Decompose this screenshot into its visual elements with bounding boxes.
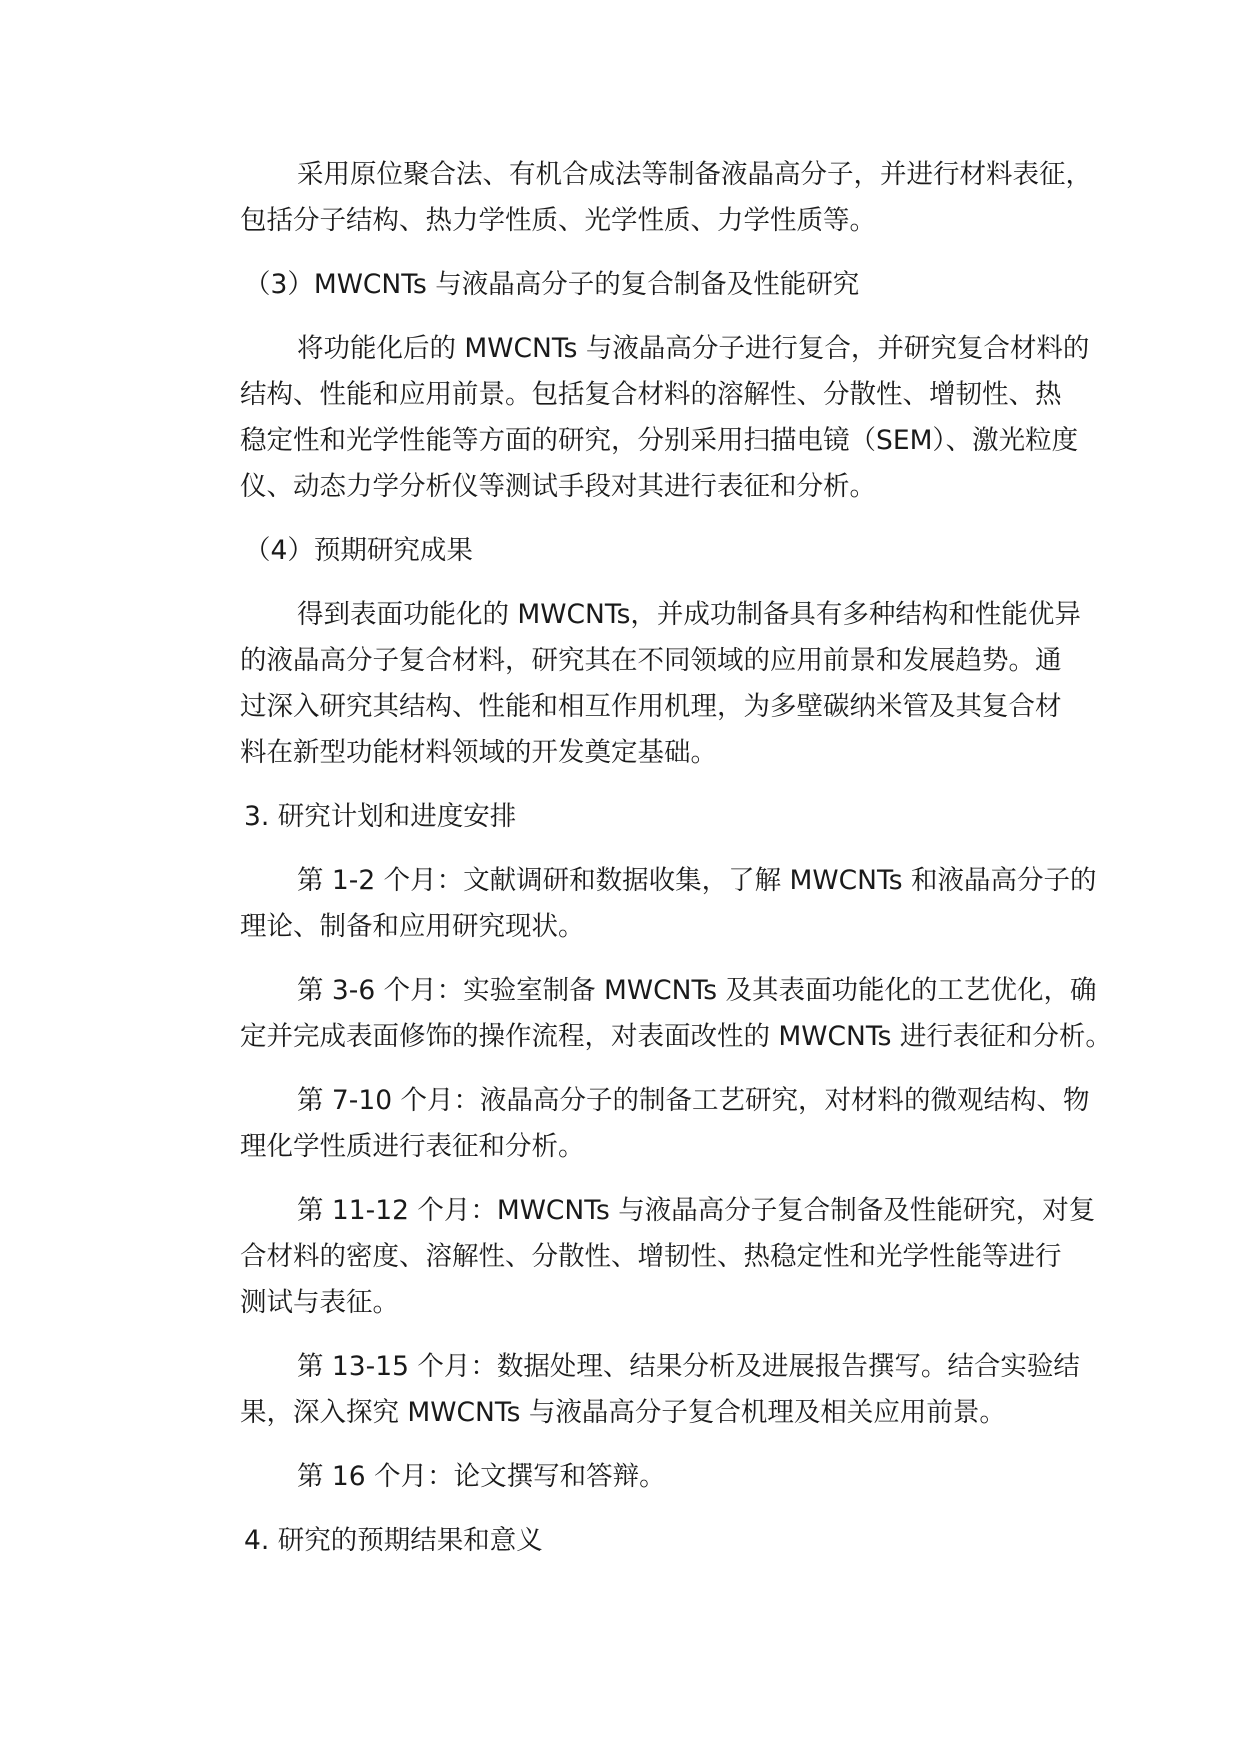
text-line: 理化学性质进行表征和分析。 xyxy=(240,1131,585,1162)
section-heading-4: （4）预期研究成果 xyxy=(244,535,473,566)
text-line: 合材料的密度、溶解性、分散性、增韧性、热稳定性和光学性能等进行 xyxy=(240,1241,1062,1272)
text-line: 料在新型功能材料领域的开发奠定基础。 xyxy=(240,737,717,768)
text-line: 采用原位聚合法、有机合成法等制备液晶高分子，并进行材料表征， xyxy=(297,159,1092,190)
text-line: 稳定性和光学性能等方面的研究，分别采用扫描电镜（SEM）、激光粒度 xyxy=(240,425,1079,456)
paragraph-expected-results xyxy=(187,592,1087,776)
text-line: 测试与表征。 xyxy=(240,1287,399,1318)
paragraph-month-3-6 xyxy=(187,968,1112,1060)
paragraph-liquid-crystal-prep xyxy=(187,152,1092,244)
paragraph-month-7-10 xyxy=(187,1078,1090,1170)
text-line: 第 1-2 个月：文献调研和数据收集，了解 MWCNTs 和液晶高分子的 xyxy=(297,865,1097,896)
text-line: 得到表面功能化的 MWCNTs，并成功制备具有多种结构和性能优异 xyxy=(297,599,1081,630)
text-line: 定并完成表面修饰的操作流程，对表面改性的 MWCNTs 进行表征和分析。 xyxy=(240,1021,1112,1052)
section-heading-research-plan: 3. 研究计划和进度安排 xyxy=(244,801,517,832)
paragraph-month-11-12 xyxy=(187,1188,1096,1326)
text-line: 果，深入探究 MWCNTs 与液晶高分子复合机理及相关应用前景。 xyxy=(240,1397,1006,1428)
paragraph-month-13-15 xyxy=(187,1344,1087,1436)
section-heading-3: （3）MWCNTs 与液晶高分子的复合制备及性能研究 xyxy=(244,269,860,300)
paragraph-month-16 xyxy=(187,1454,1087,1500)
text-line: 第 16 个月：论文撰写和答辩。 xyxy=(297,1461,666,1492)
text-line: 第 7-10 个月：液晶高分子的制备工艺研究，对材料的微观结构、物 xyxy=(297,1085,1090,1116)
text-line: 包括分子结构、热力学性质、光学性质、力学性质等。 xyxy=(240,205,876,236)
text-line: 第 13-15 个月：数据处理、结果分析及进展报告撰写。结合实验结 xyxy=(297,1351,1080,1382)
text-line: 将功能化后的 MWCNTs 与液晶高分子进行复合，并研究复合材料的 xyxy=(297,333,1090,364)
text-line: 仪、动态力学分析仪等测试手段对其进行表征和分析。 xyxy=(240,471,876,502)
text-line: 第 11-12 个月：MWCNTs 与液晶高分子复合制备及性能研究，对复 xyxy=(297,1195,1096,1226)
text-line: 结构、性能和应用前景。包括复合材料的溶解性、分散性、增韧性、热 xyxy=(240,379,1062,410)
section-heading-expected-significance: 4. 研究的预期结果和意义 xyxy=(244,1525,543,1556)
text-line: 过深入研究其结构、性能和相互作用机理，为多壁碳纳米管及其复合材 xyxy=(240,691,1062,722)
text-line: 理论、制备和应用研究现状。 xyxy=(240,911,585,942)
document-body xyxy=(187,152,1112,1582)
text-line: 的液晶高分子复合材料，研究其在不同领域的应用前景和发展趋势。通 xyxy=(240,645,1062,676)
paragraph-composite-study xyxy=(187,326,1090,510)
text-line: 第 3-6 个月：实验室制备 MWCNTs 及其表面功能化的工艺优化，确 xyxy=(297,975,1097,1006)
paragraph-month-1-2 xyxy=(187,858,1097,950)
